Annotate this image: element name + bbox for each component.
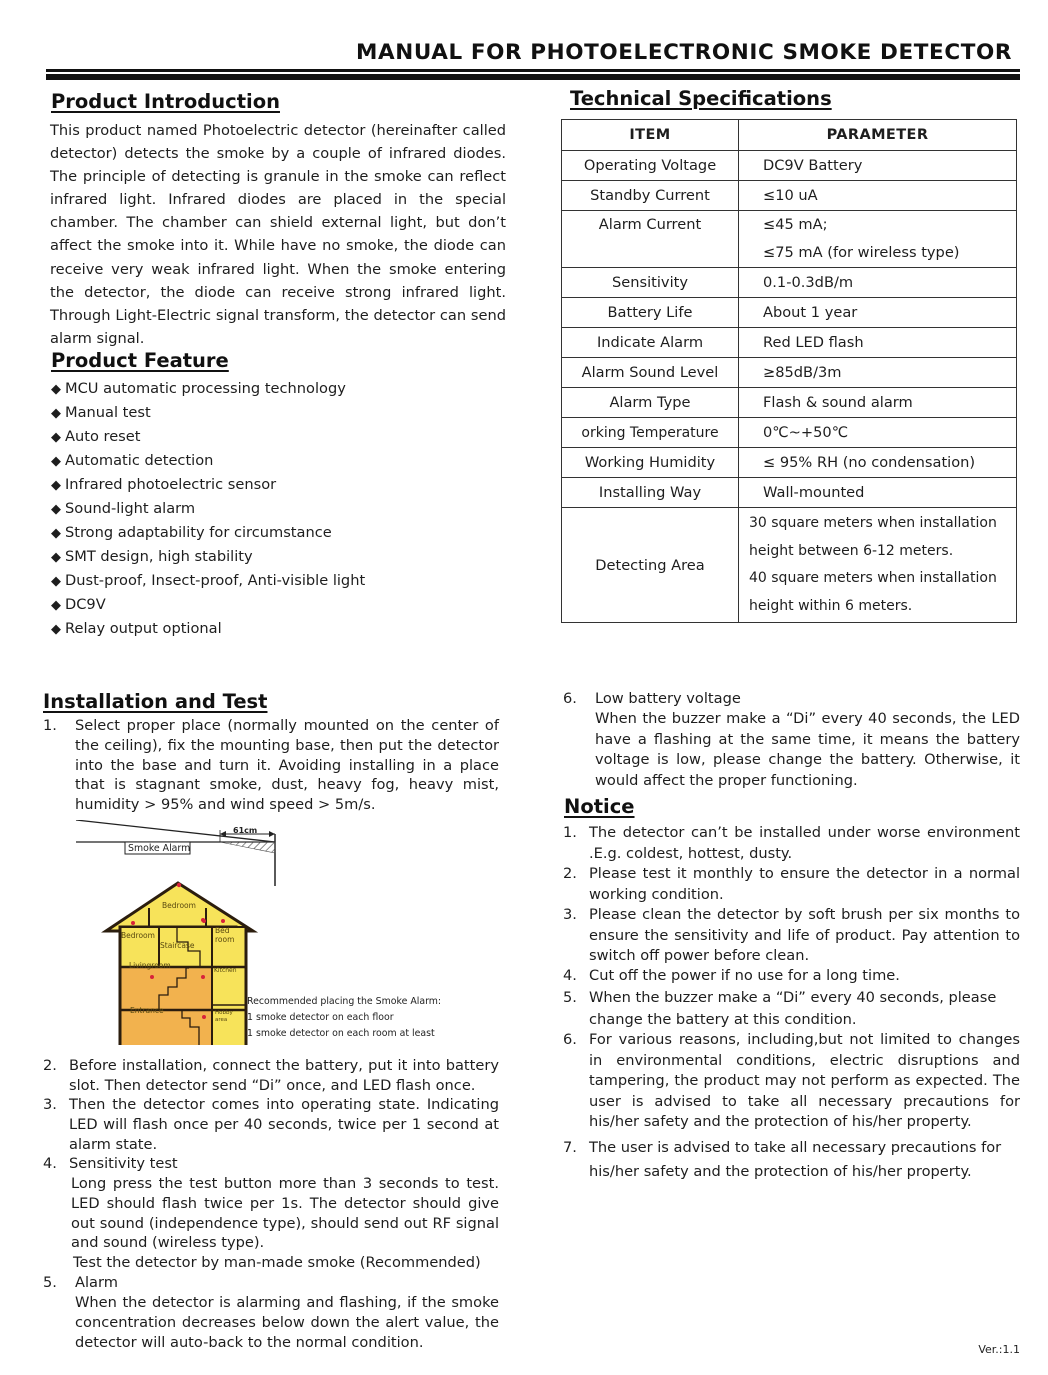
spec-row xyxy=(562,211,1017,268)
diamond-bullet-icon: ◆ xyxy=(51,622,61,637)
spec-parameter: Red LED flash xyxy=(739,328,1017,358)
install-step-6: 6. Low battery voltage When the buzzer make a “Di” every 40 seconds, the LED have a flashing at the same time, it means the battery voltage is low, please change the battery. Otherwise, it would affect the proper functioning. xyxy=(563,690,1020,789)
install-step-2: 2. Before installation, connect the battery, put it into battery slot. Then detector send “Di” once, and LED flash once. xyxy=(43,1057,499,1094)
spec-item: Operating Voltage xyxy=(562,151,739,181)
install-step-4: 4. Sensitivity test Long press the test button more than 3 seconds to test. LED should flash twice per 1s. The detector should give out sound (independence type), should send out RF signal and sound (wireless type). Test the detector by man-made smoke (Recommended) xyxy=(43,1155,499,1271)
spec-parameter: About 1 year xyxy=(739,298,1017,328)
spec-item: Sensitivity xyxy=(562,268,739,298)
spec-row xyxy=(562,478,1017,508)
spec-row xyxy=(562,151,1017,181)
spec-parameter: ≤10 uA xyxy=(739,181,1017,211)
notice-heading: Notice xyxy=(564,795,635,818)
spec-row xyxy=(562,508,1017,623)
feature-item: ◆ SMT design, high stability xyxy=(51,545,365,569)
spec-parameter: DC9V Battery xyxy=(739,151,1017,181)
version-label: Ver.:1.1 xyxy=(978,1343,1020,1356)
spec-item: Alarm Current xyxy=(562,211,739,268)
spec-row xyxy=(562,388,1017,418)
feature-item: ◆ Manual test xyxy=(51,401,365,425)
feature-item: ◆ Sound-light alarm xyxy=(51,497,365,521)
install-step-3: 3. Then the detector comes into operating state. Indicating LED will flash once per 40 seconds, twice per 1 second at alarm state. xyxy=(43,1096,499,1153)
install-step-1: 1. Select proper place (normally mounted on the center of the ceiling), fix the mounting base, then put the detector into the base and turn it. Avoiding installing in a place that is stagnant smoke, dust, heavy fog, heavy mist, humidity > 95% and wind speed > 5m/s. xyxy=(43,717,499,814)
room-label-hobby-area: Hobby area xyxy=(215,1010,233,1023)
installation-test-heading: Installation and Test xyxy=(43,690,268,713)
spec-row xyxy=(562,298,1017,328)
smoke-alarm-label: Smoke Alarm xyxy=(128,843,191,854)
diamond-bullet-icon: ◆ xyxy=(51,430,61,445)
technical-specifications-heading: Technical Specifications xyxy=(570,87,832,110)
spec-item: Indicate Alarm xyxy=(562,328,739,358)
diamond-bullet-icon: ◆ xyxy=(51,574,61,589)
notice-item-4: 4. Cut off the power if no use for a long time. xyxy=(563,967,900,984)
product-introduction-heading: Product Introduction xyxy=(51,90,280,113)
notice-item-3: 3. Please clean the detector by soft brush per six months to ensure the sensitivity and life of product. Pay attention to switch off power before clean. xyxy=(563,906,1020,964)
install-step-5: 5. Alarm When the detector is alarming and flashing, if the smoke concentration decreases below down the alert value, the detector will auto-back to the normal condition. xyxy=(43,1274,499,1351)
feature-item: ◆ Infrared photoelectric sensor xyxy=(51,473,365,497)
room-label-kitchen: Kitchen xyxy=(214,967,237,974)
room-label-livingroom: Livingroom xyxy=(129,961,171,970)
diamond-bullet-icon: ◆ xyxy=(51,598,61,613)
spec-parameter: ≤ 95% RH (no condensation) xyxy=(739,448,1017,478)
header-rule-thick xyxy=(46,74,1020,80)
spec-row xyxy=(562,418,1017,448)
spec-item: Battery Life xyxy=(562,298,739,328)
spec-parameter: Flash & sound alarm xyxy=(739,388,1017,418)
spec-item: Alarm Sound Level xyxy=(562,358,739,388)
spec-row xyxy=(562,268,1017,298)
diamond-bullet-icon: ◆ xyxy=(51,550,61,565)
notice-item-6: 6. For various reasons, including,but not limited to changes in environmental conditions, electric disruptions and tampering, the product may not perform as expected. The user is advised to take all necessary precautions for his/her safety and the protection of his/her property. xyxy=(563,1031,1020,1131)
feature-item: ◆ Dust-proof, Insect-proof, Anti-visible light xyxy=(51,569,365,593)
spec-parameter: ≤45 mA; ≤75 mA (for wireless type) xyxy=(739,211,1017,268)
spec-item: orking Temperature xyxy=(562,418,739,448)
spec-parameter: ≥85dB/3m xyxy=(739,358,1017,388)
column-header-parameter: PARAMETER xyxy=(739,120,1017,151)
spec-parameter: 0.1-0.3dB/m xyxy=(739,268,1017,298)
feature-item: ◆ Automatic detection xyxy=(51,449,365,473)
diamond-bullet-icon: ◆ xyxy=(51,478,61,493)
product-feature-heading: Product Feature xyxy=(51,349,229,372)
room-label-bedroom-left: Bedroom xyxy=(121,931,155,940)
notice-item-2: 2. Please test it monthly to ensure the detector in a normal working condition. xyxy=(563,865,1020,903)
column-header-item: ITEM xyxy=(562,120,739,151)
spec-row xyxy=(562,181,1017,211)
diamond-bullet-icon: ◆ xyxy=(51,454,61,469)
recommendation-note: Recommended placing the Smoke Alarm: 1 smoke detector on each floor 1 smoke detector on each room at least xyxy=(247,996,442,1039)
feature-item: ◆ MCU automatic processing technology xyxy=(51,377,365,401)
feature-item: ◆ Strong adaptability for circumstance xyxy=(51,521,365,545)
spec-header-row xyxy=(562,120,1017,151)
notice-item-7: 7. The user is advised to take all necessary precautions for his/her safety and the protection of his/her property. xyxy=(563,1139,1002,1180)
notice-item-1: 1. The detector can’t be installed under worse environment .E.g. coldest, hottest, dusty. xyxy=(563,824,1020,862)
spec-item: Working Humidity xyxy=(562,448,739,478)
feature-item: ◆ Relay output optional xyxy=(51,617,365,641)
diamond-bullet-icon: ◆ xyxy=(51,406,61,421)
spec-row xyxy=(562,328,1017,358)
diamond-bullet-icon: ◆ xyxy=(51,502,61,517)
diamond-bullet-icon: ◆ xyxy=(51,382,61,397)
room-label-staircase: Staircase xyxy=(160,941,195,950)
spec-parameter: 0℃~+50℃ xyxy=(739,418,1017,448)
spec-parameter: 30 square meters when installation height between 6-12 meters. 40 square meters when installation height within 6 meters. xyxy=(739,508,1017,623)
product-introduction-text: This product named Photoelectric detector (hereinafter called detector) detects the smoke by a couple of infrared diodes. The principle of detecting is granule in the smoke can reflect infrared light. Infrared diodes are placed in the special chamber. The chamber can shield external light, but don’t affect the smoke into it. While have no smoke, the diode can receive very weak infrared light. When the smoke entering the detector, the diode can receive strong infrared light. Through Light-Electric signal transform, the detector can send alarm signal. xyxy=(50,122,506,347)
spec-item: Alarm Type xyxy=(562,388,739,418)
spec-row xyxy=(562,448,1017,478)
spec-parameter: Wall-mounted xyxy=(739,478,1017,508)
spec-item: Installing Way xyxy=(562,478,739,508)
header-rule-thin xyxy=(46,69,1020,72)
room-label-entrance: Entrance xyxy=(130,1006,164,1015)
distance-label: 61cm xyxy=(233,826,258,835)
feature-item: ◆ DC9V xyxy=(51,593,365,617)
spec-item: Standby Current xyxy=(562,181,739,211)
spec-table xyxy=(561,119,1017,623)
notice-item-5: 5. When the buzzer make a “Di” every 40 seconds, please change the battery at this condition. xyxy=(563,989,997,1028)
diamond-bullet-icon: ◆ xyxy=(51,526,61,541)
feature-item: ◆ Auto reset xyxy=(51,425,365,449)
feature-list xyxy=(51,377,365,641)
document-title: MANUAL FOR PHOTOELECTRONIC SMOKE DETECTOR xyxy=(356,40,1012,65)
room-label-bed-room: Bed room xyxy=(215,926,235,944)
room-label-bedroom-top: Bedroom xyxy=(162,901,196,910)
spec-row xyxy=(562,358,1017,388)
spec-item: Detecting Area xyxy=(562,508,739,623)
